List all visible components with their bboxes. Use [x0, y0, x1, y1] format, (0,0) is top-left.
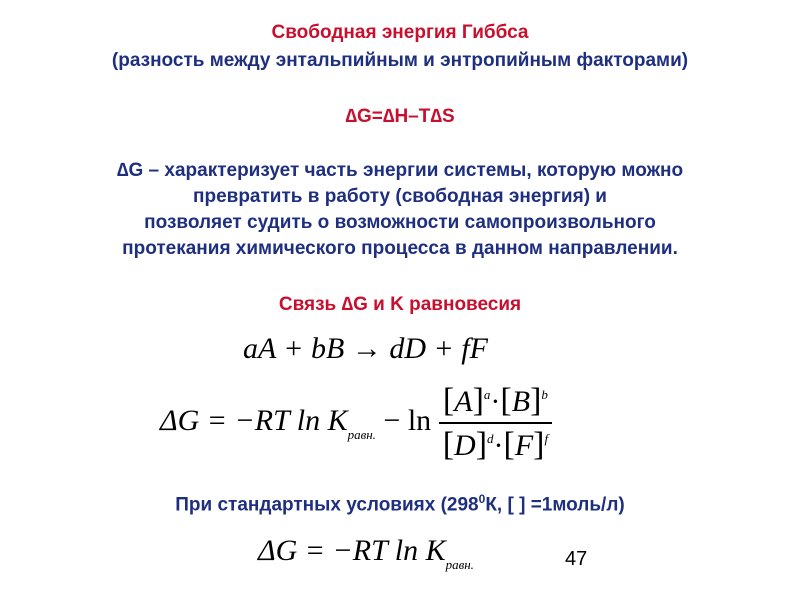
species-d: D — [454, 429, 476, 462]
description-line-3: позволяет судить о возможности самопроизвольного — [144, 212, 656, 233]
exponent-a: a — [483, 387, 491, 402]
fraction-denominator: $[D]^d\cdot[F]^f$ — [442, 426, 549, 463]
standard-conditions-prefix: При стандартных условиях (298 — [175, 494, 479, 516]
exponent-f: f — [544, 431, 549, 446]
equation-delta-g-k — [160, 382, 552, 464]
reaction-equation: aA + bB → dD + fF — [243, 332, 488, 365]
equation1-minus-ln: − ln — [375, 403, 432, 437]
fraction-numerator: $[A]^a\cdot[B]^b$ — [439, 382, 552, 424]
description-line-2: превратить в работу (свободная энергия) и — [193, 186, 607, 207]
gibbs-formula: ∆G=∆H–T∆S — [345, 106, 455, 127]
standard-conditions-degree: 0 — [478, 492, 486, 506]
species-b: B — [511, 385, 531, 418]
numerator-dot: · — [490, 385, 501, 418]
equation1-lhs: ΔG = −RT ln K — [160, 403, 348, 437]
equation1-k-subscript: равн. — [347, 426, 376, 442]
species-a: A — [454, 385, 473, 418]
equation2-k-subscript: равн. — [445, 557, 474, 572]
exponent-b: b — [541, 387, 548, 402]
title-line-2: (разность между энтальпийным и энтропийным факторами) — [111, 50, 689, 71]
exponent-d: d — [487, 431, 494, 446]
subheading: Связь ∆G и K равновесия — [278, 294, 522, 315]
equation-standard — [258, 534, 474, 573]
page-number: 47 — [565, 548, 588, 570]
description-line-4: протекания химического процесса в данном направлении. — [122, 238, 678, 259]
description-line-1: ∆G – характеризует часть энергии системы, которую можно — [116, 160, 684, 181]
denominator-dot: · — [493, 429, 504, 462]
equation2-lhs: ΔG = −RT ln K — [258, 534, 446, 567]
standard-conditions-suffix: К, [ ] =1моль/л) — [485, 494, 625, 516]
species-f: F — [514, 429, 534, 462]
concentration-fraction — [439, 382, 552, 464]
standard-conditions — [0, 492, 800, 516]
title-line-1: Свободная энергия Гиббса — [271, 22, 529, 43]
